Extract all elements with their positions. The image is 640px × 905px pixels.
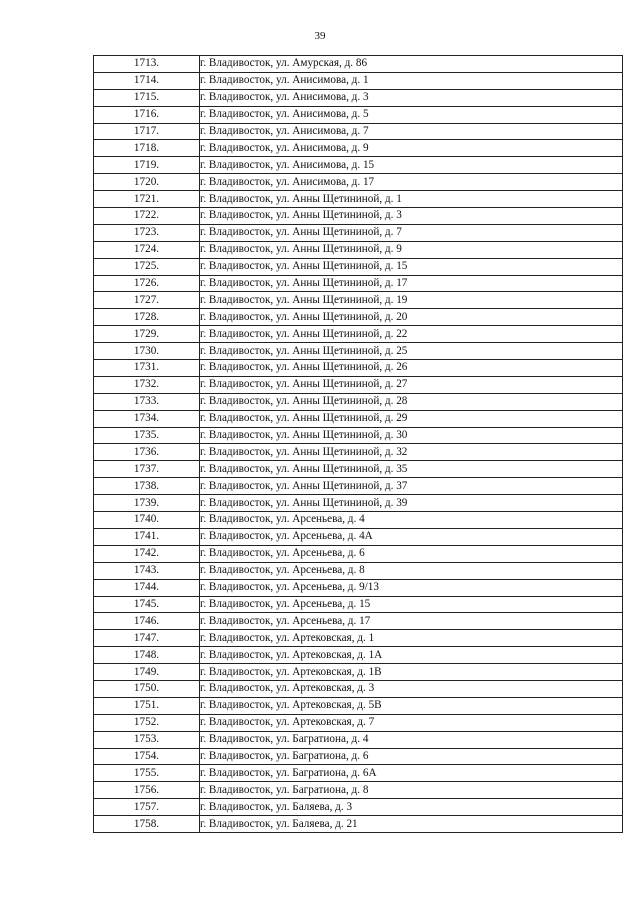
table-row [94, 562, 623, 579]
table-row [94, 427, 623, 444]
table-row [94, 799, 623, 816]
table-row [94, 410, 623, 427]
row-number-cell: 1752. [94, 714, 200, 731]
address-cell: г. Владивосток, ул. Артековская, д. 1А [200, 647, 623, 664]
row-number-cell: 1714. [94, 72, 200, 89]
address-cell: г. Владивосток, ул. Анны Щетининой, д. 26 [200, 360, 623, 377]
page-number: 39 [314, 30, 326, 42]
row-number-cell: 1713. [94, 56, 200, 73]
row-number-cell: 1728. [94, 309, 200, 326]
address-cell: г. Владивосток, ул. Анны Щетининой, д. 25 [200, 343, 623, 360]
address-cell: г. Владивосток, ул. Арсеньева, д. 4А [200, 528, 623, 545]
address-cell: г. Владивосток, ул. Артековская, д. 1В [200, 664, 623, 681]
table-row [94, 714, 623, 731]
table-row [94, 444, 623, 461]
table-row [94, 782, 623, 799]
address-cell: г. Владивосток, ул. Арсеньева, д. 8 [200, 562, 623, 579]
address-cell: г. Владивосток, ул. Арсеньева, д. 6 [200, 545, 623, 562]
row-number-cell: 1734. [94, 410, 200, 427]
table-row [94, 765, 623, 782]
address-cell: г. Владивосток, ул. Анны Щетининой, д. 20 [200, 309, 623, 326]
row-number-cell: 1743. [94, 562, 200, 579]
table-row [94, 393, 623, 410]
address-cell: г. Владивосток, ул. Артековская, д. 3 [200, 680, 623, 697]
row-number-cell: 1730. [94, 343, 200, 360]
row-number-cell: 1727. [94, 292, 200, 309]
table-row [94, 579, 623, 596]
table-row [94, 528, 623, 545]
row-number-cell: 1758. [94, 816, 200, 833]
row-number-cell: 1723. [94, 224, 200, 241]
row-number-cell: 1716. [94, 106, 200, 123]
table-row [94, 376, 623, 393]
row-number-cell: 1746. [94, 613, 200, 630]
address-cell: г. Владивосток, ул. Арсеньева, д. 4 [200, 512, 623, 529]
table-row [94, 241, 623, 258]
address-cell: г. Владивосток, ул. Анны Щетининой, д. 15 [200, 258, 623, 275]
table-row [94, 630, 623, 647]
address-cell: г. Владивосток, ул. Анисимова, д. 15 [200, 157, 623, 174]
address-cell: г. Владивосток, ул. Арсеньева, д. 9/13 [200, 579, 623, 596]
address-cell: г. Владивосток, ул. Анны Щетининой, д. 32 [200, 444, 623, 461]
table-row [94, 140, 623, 157]
table-row [94, 613, 623, 630]
table-row [94, 224, 623, 241]
address-cell: г. Владивосток, ул. Анны Щетининой, д. 27 [200, 376, 623, 393]
row-number-cell: 1729. [94, 326, 200, 343]
row-number-cell: 1732. [94, 376, 200, 393]
address-cell: г. Владивосток, ул. Анисимова, д. 3 [200, 89, 623, 106]
address-cell: г. Владивосток, ул. Анны Щетининой, д. 37 [200, 478, 623, 495]
row-number-cell: 1756. [94, 782, 200, 799]
table-row [94, 731, 623, 748]
table-row [94, 461, 623, 478]
address-cell: г. Владивосток, ул. Багратиона, д. 4 [200, 731, 623, 748]
table-row [94, 478, 623, 495]
table-row [94, 89, 623, 106]
table-row [94, 123, 623, 140]
address-cell: г. Владивосток, ул. Анны Щетининой, д. 35 [200, 461, 623, 478]
table-row [94, 106, 623, 123]
address-cell: г. Владивосток, ул. Арсеньева, д. 17 [200, 613, 623, 630]
row-number-cell: 1747. [94, 630, 200, 647]
address-cell: г. Владивосток, ул. Артековская, д. 5В [200, 697, 623, 714]
table-row [94, 309, 623, 326]
row-number-cell: 1739. [94, 495, 200, 512]
address-cell: г. Владивосток, ул. Анисимова, д. 7 [200, 123, 623, 140]
row-number-cell: 1722. [94, 208, 200, 225]
row-number-cell: 1724. [94, 241, 200, 258]
address-cell: г. Владивосток, ул. Анны Щетининой, д. 17 [200, 275, 623, 292]
table-row [94, 816, 623, 833]
table-row [94, 360, 623, 377]
row-number-cell: 1731. [94, 360, 200, 377]
row-number-cell: 1741. [94, 528, 200, 545]
table-row [94, 748, 623, 765]
table-row [94, 292, 623, 309]
table-row [94, 191, 623, 208]
row-number-cell: 1715. [94, 89, 200, 106]
table-row [94, 174, 623, 191]
row-number-cell: 1742. [94, 545, 200, 562]
address-cell: г. Владивосток, ул. Анны Щетининой, д. 1 [200, 191, 623, 208]
address-cell: г. Владивосток, ул. Анисимова, д. 9 [200, 140, 623, 157]
address-cell: г. Владивосток, ул. Багратиона, д. 8 [200, 782, 623, 799]
table-row [94, 664, 623, 681]
address-cell: г. Владивосток, ул. Анны Щетининой, д. 28 [200, 393, 623, 410]
row-number-cell: 1726. [94, 275, 200, 292]
address-cell: г. Владивосток, ул. Анисимова, д. 17 [200, 174, 623, 191]
address-cell: г. Владивосток, ул. Анны Щетининой, д. 39 [200, 495, 623, 512]
table-row [94, 208, 623, 225]
table-row [94, 157, 623, 174]
address-cell: г. Владивосток, ул. Багратиона, д. 6А [200, 765, 623, 782]
table-row [94, 343, 623, 360]
row-number-cell: 1757. [94, 799, 200, 816]
row-number-cell: 1725. [94, 258, 200, 275]
row-number-cell: 1748. [94, 647, 200, 664]
row-number-cell: 1736. [94, 444, 200, 461]
table-row [94, 647, 623, 664]
address-cell: г. Владивосток, ул. Баляева, д. 3 [200, 799, 623, 816]
table-row [94, 72, 623, 89]
table-row [94, 545, 623, 562]
address-cell: г. Владивосток, ул. Арсеньева, д. 15 [200, 596, 623, 613]
address-cell: г. Владивосток, ул. Амурская, д. 86 [200, 56, 623, 73]
row-number-cell: 1720. [94, 174, 200, 191]
address-table [93, 55, 623, 833]
table-row [94, 697, 623, 714]
row-number-cell: 1738. [94, 478, 200, 495]
address-cell: г. Владивосток, ул. Анисимова, д. 5 [200, 106, 623, 123]
row-number-cell: 1717. [94, 123, 200, 140]
address-cell: г. Владивосток, ул. Артековская, д. 7 [200, 714, 623, 731]
address-cell: г. Владивосток, ул. Анны Щетининой, д. 19 [200, 292, 623, 309]
address-cell: г. Владивосток, ул. Багратиона, д. 6 [200, 748, 623, 765]
row-number-cell: 1721. [94, 191, 200, 208]
table-row [94, 512, 623, 529]
address-cell: г. Владивосток, ул. Баляева, д. 21 [200, 816, 623, 833]
row-number-cell: 1740. [94, 512, 200, 529]
table-row [94, 596, 623, 613]
table-row [94, 275, 623, 292]
address-cell: г. Владивосток, ул. Анны Щетининой, д. 3 [200, 208, 623, 225]
address-cell: г. Владивосток, ул. Анны Щетининой, д. 7 [200, 224, 623, 241]
row-number-cell: 1753. [94, 731, 200, 748]
table-row [94, 258, 623, 275]
row-number-cell: 1719. [94, 157, 200, 174]
row-number-cell: 1745. [94, 596, 200, 613]
table-row [94, 495, 623, 512]
table-row [94, 680, 623, 697]
row-number-cell: 1751. [94, 697, 200, 714]
row-number-cell: 1744. [94, 579, 200, 596]
address-cell: г. Владивосток, ул. Анисимова, д. 1 [200, 72, 623, 89]
table-row [94, 326, 623, 343]
row-number-cell: 1737. [94, 461, 200, 478]
address-table-body [94, 56, 623, 833]
address-cell: г. Владивосток, ул. Анны Щетининой, д. 9 [200, 241, 623, 258]
row-number-cell: 1755. [94, 765, 200, 782]
row-number-cell: 1750. [94, 680, 200, 697]
address-cell: г. Владивосток, ул. Артековская, д. 1 [200, 630, 623, 647]
table-row [94, 56, 623, 73]
row-number-cell: 1735. [94, 427, 200, 444]
address-cell: г. Владивосток, ул. Анны Щетининой, д. 22 [200, 326, 623, 343]
row-number-cell: 1733. [94, 393, 200, 410]
row-number-cell: 1749. [94, 664, 200, 681]
row-number-cell: 1754. [94, 748, 200, 765]
address-cell: г. Владивосток, ул. Анны Щетининой, д. 29 [200, 410, 623, 427]
row-number-cell: 1718. [94, 140, 200, 157]
address-cell: г. Владивосток, ул. Анны Щетининой, д. 30 [200, 427, 623, 444]
